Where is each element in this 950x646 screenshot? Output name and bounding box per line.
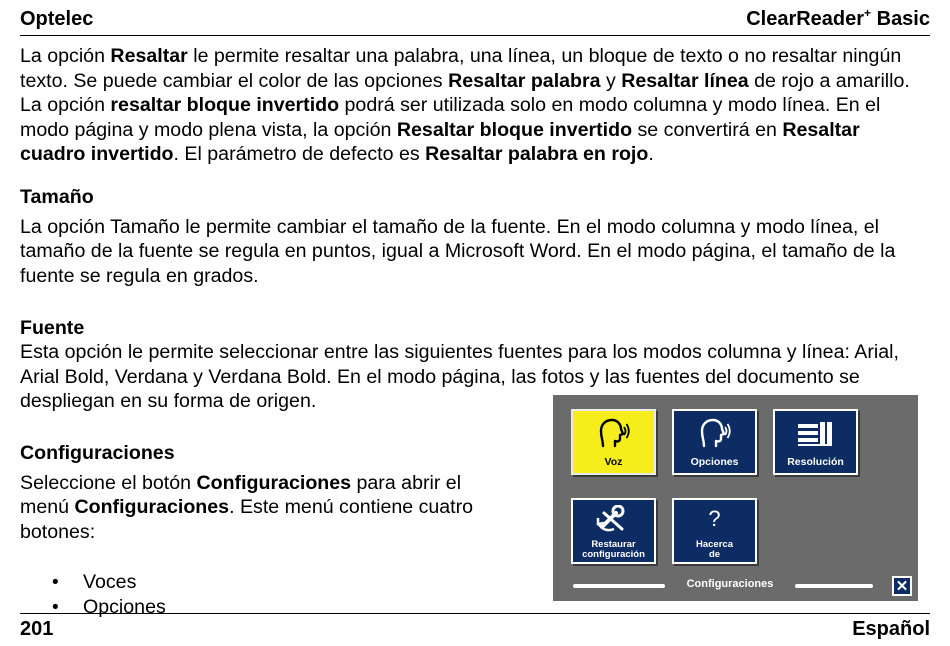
resolucion-button[interactable] (773, 409, 858, 475)
settings-menu-screenshot (553, 395, 918, 601)
label-line: configuración (582, 549, 645, 560)
header-product (746, 8, 930, 31)
text-run: le permite resaltar una palabra, una línea, un bloque de texto o no resaltar ningún texto. Se puede cambiar el color de las opciones (20, 45, 902, 92)
voz-button[interactable] (571, 409, 656, 475)
list-item: • Voces (20, 570, 930, 595)
restore-tools-icon (573, 504, 654, 534)
product-name: ClearReader (746, 8, 865, 30)
close-button[interactable] (892, 576, 912, 596)
page-footer (20, 613, 930, 642)
resaltar-paragraph (20, 44, 930, 167)
label-line: Restaurar (591, 539, 636, 550)
menu-title: Configuraciones (686, 578, 774, 590)
page-number: 201 (20, 618, 54, 640)
voice-head-icon (573, 417, 654, 451)
title-bar-right (795, 584, 873, 588)
label-line: Hacerca (696, 539, 733, 550)
text-run: . (648, 143, 654, 165)
opciones-label: Opciones (690, 456, 739, 468)
resolution-icon (775, 417, 856, 451)
fuente-heading: Fuente (20, 317, 85, 339)
text-run: para abrir el menú (20, 471, 462, 518)
question-icon: ? (708, 506, 721, 531)
header-brand: Optelec (20, 8, 94, 30)
configuraciones-paragraph (20, 471, 510, 545)
product-plus: + (864, 6, 872, 20)
acerca-de-button[interactable] (672, 498, 757, 564)
text-run: La opción (20, 45, 111, 67)
bold-run: Resaltar cuadro invertido (20, 118, 860, 165)
fuente-paragraph: Esta opción le permite seleccionar entre las siguientes fuentes para los modos columna y línea: Arial, Arial Bold, Verdana y Verdana Bold. En el modo página, las fotos y las fuentes del documento se despliegan en su forma de origen. (20, 341, 899, 412)
bold-run: Resaltar línea (621, 69, 749, 92)
tamano-heading: Tamaño (20, 185, 94, 208)
bold-run: Resaltar bloque invertido (396, 118, 633, 141)
close-icon: ✕ (895, 577, 909, 595)
bold-run: Configuraciones (74, 496, 230, 518)
product-edition: Basic (871, 8, 930, 30)
voz-label: Voz (604, 456, 623, 468)
text-run: podrá ser utilizada solo en modo columna y modo línea. En el modo página y modo plena vista, la opción (20, 94, 881, 141)
list-item: • Opciones (20, 595, 930, 620)
bold-run: resaltar bloque invertido (110, 94, 340, 116)
voice-head-icon (674, 417, 755, 451)
text-run: . El parámetro de defecto es (173, 143, 426, 165)
text-run: y (600, 69, 622, 92)
resolucion-label: Resolución (787, 456, 844, 468)
bold-run: Configuraciones (196, 471, 352, 494)
title-bar-left (573, 584, 665, 588)
restaurar-configuracion-button[interactable] (571, 498, 656, 564)
text-run: Seleccione el botón (20, 471, 197, 494)
label-line: de (708, 549, 721, 560)
text-run: . Este menú contiene cuatro botones: (20, 496, 474, 543)
acerca-label (674, 540, 755, 560)
bold-run: Resaltar palabra (448, 69, 601, 92)
text-run: se convertirá en (632, 118, 783, 141)
tamano-paragraph: La opción Tamaño le permite cambiar el tamaño de la fuente. En el modo columna y modo línea, el tamaño de la fuente se regula en puntos, igual a Microsoft Word. En el modo página, el tamaño de la fuente se regula en grados. (20, 215, 896, 287)
opciones-button[interactable] (672, 409, 757, 475)
text-run: de rojo a amarillo. La opción (20, 69, 910, 116)
footer-language: Español (852, 618, 930, 640)
configuraciones-heading: Configuraciones (20, 441, 175, 464)
bold-run: Resaltar (110, 45, 188, 67)
restaurar-label (573, 540, 654, 560)
page-header (20, 8, 930, 36)
bold-run: Resaltar palabra en rojo (425, 143, 649, 165)
